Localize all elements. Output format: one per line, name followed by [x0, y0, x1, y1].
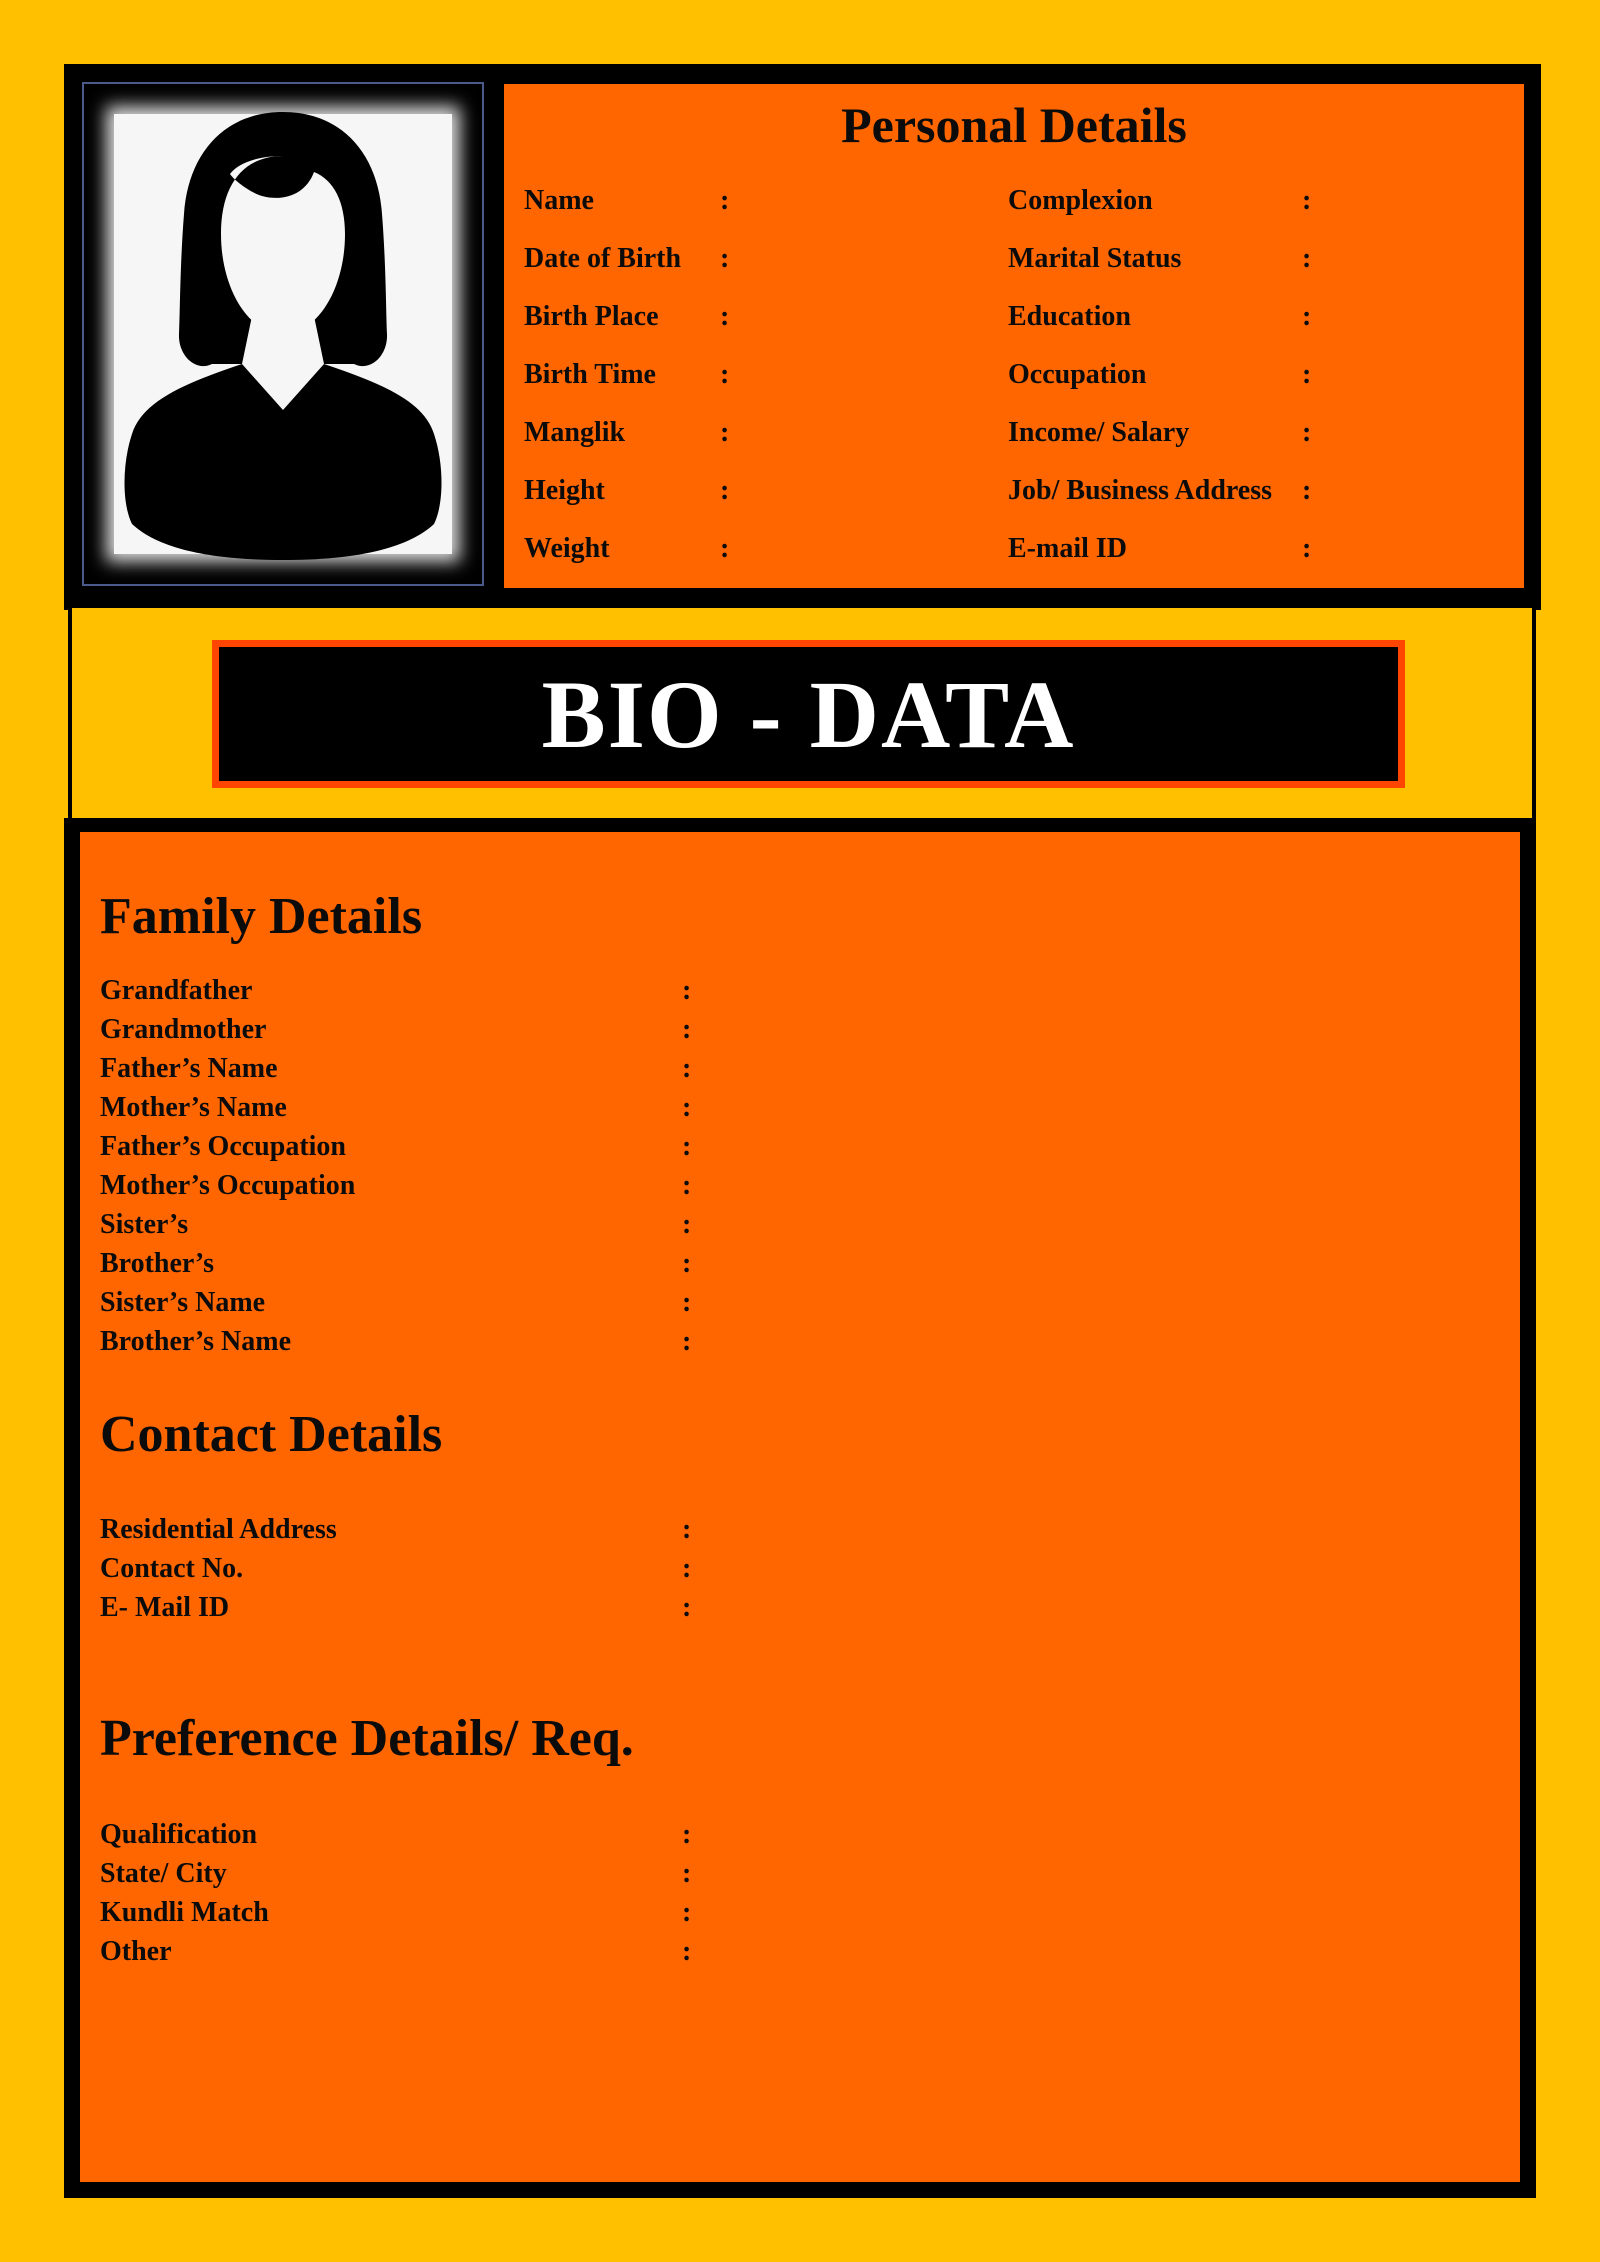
- field-colon: :: [720, 417, 730, 448]
- preference-field-qualification: [100, 1818, 700, 1854]
- field-colon: :: [682, 1592, 692, 1623]
- field-colon: :: [682, 1514, 692, 1545]
- field-colon: :: [682, 1170, 692, 1201]
- field-label: Sister’s: [100, 1209, 189, 1240]
- field-colon: :: [1302, 475, 1312, 506]
- field-label: Brother’s: [100, 1248, 215, 1279]
- personal-section: [64, 64, 1541, 610]
- personal-field-email-id: [1008, 532, 1328, 566]
- field-colon: :: [720, 301, 730, 332]
- field-colon: :: [720, 185, 730, 216]
- personal-details-title: Personal Details: [841, 97, 1187, 153]
- contact-details-title: Contact Details: [100, 1406, 443, 1463]
- personal-field-weight: [524, 532, 754, 566]
- field-colon: :: [682, 1553, 692, 1584]
- personal-field-height: [524, 474, 754, 508]
- field-colon: :: [682, 975, 692, 1006]
- family-field-fathers-occupation: [100, 1130, 700, 1166]
- preference-field-state-city: [100, 1857, 700, 1893]
- field-label: Residential Address: [100, 1514, 337, 1545]
- field-colon: :: [1302, 533, 1312, 564]
- field-label: Education: [1008, 301, 1131, 332]
- field-colon: :: [720, 533, 730, 564]
- field-colon: :: [1302, 359, 1312, 390]
- bio-data-banner: BIO - DATA: [212, 640, 1405, 788]
- field-colon: :: [682, 1858, 692, 1889]
- family-field-grandfather: [100, 974, 700, 1010]
- family-field-sisters: [100, 1208, 700, 1244]
- field-label: Manglik: [524, 417, 626, 448]
- family-field-sisters-name: [100, 1286, 700, 1322]
- field-label: Complexion: [1008, 185, 1153, 216]
- field-colon: :: [682, 1014, 692, 1045]
- field-colon: :: [682, 1819, 692, 1850]
- contact-field-email-id: [100, 1591, 700, 1627]
- field-label: Grandmother: [100, 1014, 267, 1045]
- preference-details-title: Preference Details/ Req.: [100, 1710, 634, 1767]
- field-label: Father’s Occupation: [100, 1131, 346, 1162]
- field-label: Name: [524, 185, 594, 216]
- details-panel: [80, 832, 1520, 2182]
- personal-field-occupation: [1008, 358, 1328, 392]
- field-label: State/ City: [100, 1858, 227, 1889]
- field-colon: :: [682, 1131, 692, 1162]
- field-colon: :: [720, 359, 730, 390]
- personal-field-manglik: [524, 416, 754, 450]
- field-label: Marital Status: [1008, 243, 1182, 274]
- field-label: Weight: [524, 533, 610, 564]
- field-label: Qualification: [100, 1819, 258, 1850]
- personal-field-birth-place: [524, 300, 754, 334]
- field-colon: :: [682, 1897, 692, 1928]
- family-field-fathers-name: [100, 1052, 700, 1088]
- field-label: Mother’s Occupation: [100, 1170, 356, 1201]
- field-colon: :: [682, 1209, 692, 1240]
- field-label: Birth Place: [524, 301, 659, 332]
- personal-field-birth-time: [524, 358, 754, 392]
- field-colon: :: [682, 1326, 692, 1357]
- field-label: Contact No.: [100, 1553, 244, 1584]
- field-colon: :: [1302, 417, 1312, 448]
- personal-field-education: [1008, 300, 1328, 334]
- field-colon: :: [720, 475, 730, 506]
- family-details-title: Family Details: [100, 888, 423, 945]
- personal-field-marital-status: [1008, 242, 1328, 276]
- field-label: Grandfather: [100, 975, 253, 1006]
- field-label: Birth Time: [524, 359, 656, 390]
- field-colon: :: [682, 1287, 692, 1318]
- female-avatar-silhouette-icon: [84, 84, 482, 584]
- field-label: Job/ Business Address: [1008, 475, 1273, 506]
- family-field-mothers-name: [100, 1091, 700, 1127]
- profile-photo-frame[interactable]: [82, 82, 484, 586]
- field-colon: :: [1302, 301, 1312, 332]
- personal-field-job-business-address: [1008, 474, 1328, 508]
- field-colon: :: [720, 243, 730, 274]
- field-label: E- Mail ID: [100, 1592, 230, 1623]
- field-label: Father’s Name: [100, 1053, 278, 1084]
- contact-field-contact-no: [100, 1552, 700, 1588]
- field-label: Kundli Match: [100, 1897, 269, 1928]
- field-label: Sister’s Name: [100, 1287, 266, 1318]
- family-field-brothers-name: [100, 1325, 700, 1361]
- preference-field-other: [100, 1935, 700, 1971]
- family-field-grandmother: [100, 1013, 700, 1049]
- personal-field-income-salary: [1008, 416, 1328, 450]
- personal-field-name: [524, 184, 754, 218]
- personal-field-complexion: [1008, 184, 1328, 218]
- field-colon: :: [1302, 243, 1312, 274]
- field-label: Brother’s Name: [100, 1326, 292, 1357]
- family-field-mothers-occupation: [100, 1169, 700, 1205]
- details-section: [64, 818, 1536, 2198]
- field-colon: :: [682, 1248, 692, 1279]
- personal-details-panel: [504, 84, 1524, 588]
- field-label: E-mail ID: [1008, 533, 1127, 564]
- field-colon: :: [682, 1936, 692, 1967]
- field-label: Income/ Salary: [1008, 417, 1190, 448]
- field-colon: :: [682, 1053, 692, 1084]
- contact-field-residential-address: [100, 1513, 700, 1549]
- field-label: Height: [524, 475, 605, 506]
- preference-field-kundli-match: [100, 1896, 700, 1932]
- field-label: Mother’s Name: [100, 1092, 287, 1123]
- field-colon: :: [682, 1092, 692, 1123]
- field-label: Occupation: [1008, 359, 1147, 390]
- field-label: Other: [100, 1936, 172, 1967]
- personal-field-date-of-birth: [524, 242, 754, 276]
- family-field-brothers: [100, 1247, 700, 1283]
- field-colon: :: [1302, 185, 1312, 216]
- field-label: Date of Birth: [524, 243, 682, 274]
